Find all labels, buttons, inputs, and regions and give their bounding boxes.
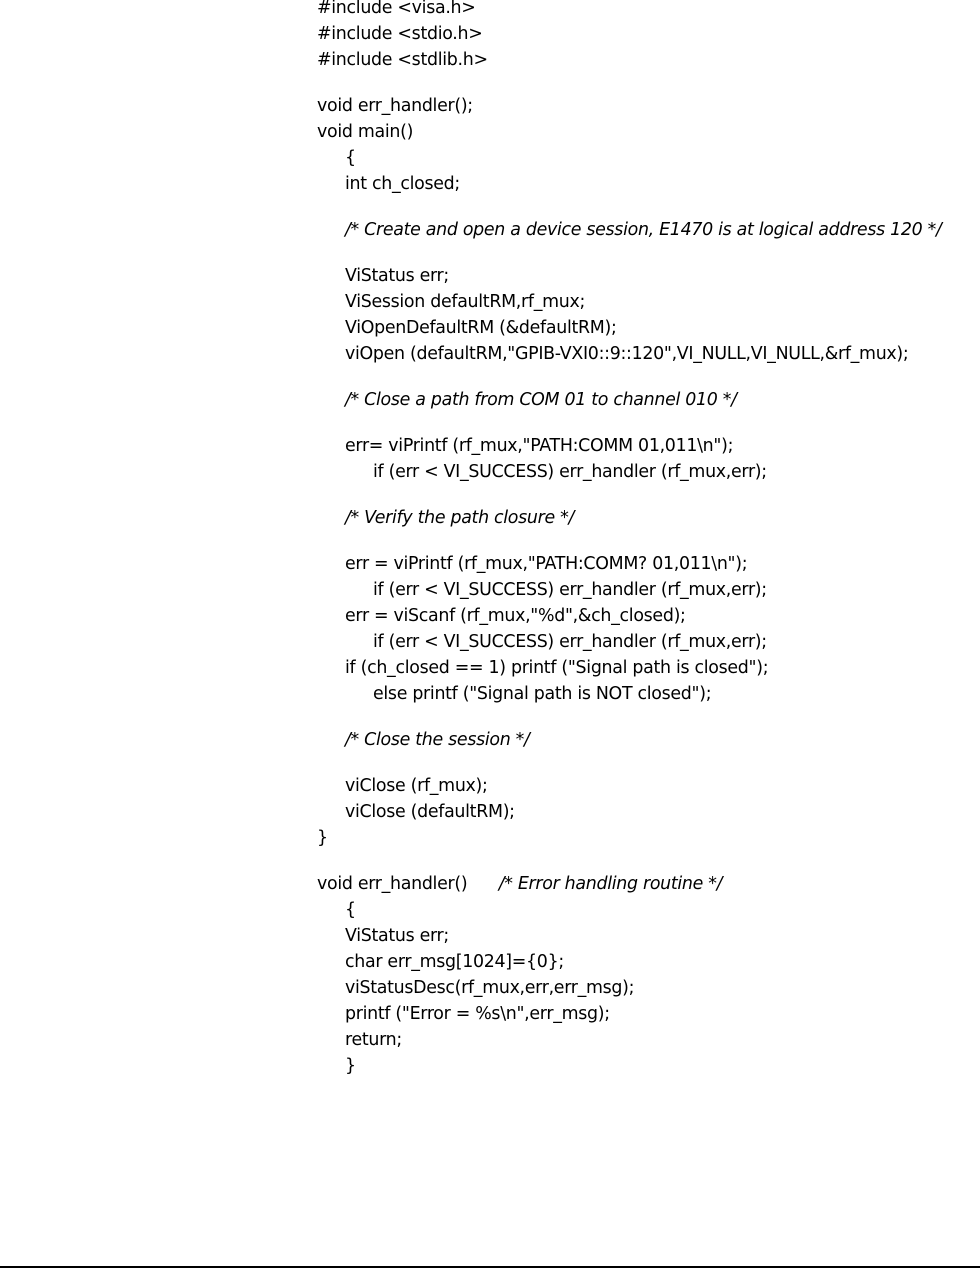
code-comment-close-session: /* Close the session */ [345, 730, 530, 750]
code-comment-verify-path: /* Verify the path closure */ [345, 508, 575, 528]
code-line-else-printf: else printf ("Signal path is NOT closed"); [373, 684, 712, 704]
code-comment-create-session: /* Create and open a device session, E1470 is at logical address 120 */ [345, 220, 942, 240]
code-line-error-check-2: if (err < VI_SUCCESS) err_handler (rf_mux,err); [373, 580, 767, 600]
code-comment-close-path: /* Close a path from COM 01 to channel 010 */ [345, 390, 737, 410]
code-line-if-ch-closed: if (ch_closed == 1) printf ("Signal path is closed"); [345, 658, 769, 678]
code-err-handler-signature: void err_handler() [317, 874, 468, 894]
code-line-return: return; [345, 1030, 402, 1050]
code-line-err-handler-prototype: void err_handler(); [317, 96, 473, 116]
code-line-viopendefaultrm: ViOpenDefaultRM (&defaultRM); [345, 318, 617, 338]
page-bottom-rule [0, 1266, 980, 1268]
code-line-printf-error: printf ("Error = %s\n",err_msg); [345, 1004, 610, 1024]
code-line-viprintf-path-query: err = viPrintf (rf_mux,"PATH:COMM? 01,011\n"); [345, 554, 748, 574]
code-line-err-handler-definition [317, 876, 722, 900]
code-line-viscanf: err = viScanf (rf_mux,"%d",&ch_closed); [345, 606, 686, 626]
code-line-include-stdio: #include <stdio.h> [317, 24, 483, 44]
code-line-main-open-brace: { [345, 148, 356, 168]
code-line-viclose-rf-mux: viClose (rf_mux); [345, 776, 488, 796]
code-comment-error-routine: /* Error handling routine */ [498, 874, 723, 894]
code-line-viclose-defaultrm: viClose (defaultRM); [345, 802, 515, 822]
code-line-visession: ViSession defaultRM,rf_mux; [345, 292, 586, 312]
code-line-int-ch-closed: int ch_closed; [345, 174, 460, 194]
code-line-vistatus-err: ViStatus err; [345, 266, 449, 286]
code-line-err-handler-open-brace: { [345, 900, 356, 920]
code-line-handler-vistatus: ViStatus err; [345, 926, 449, 946]
code-line-viprintf-path-comm: err= viPrintf (rf_mux,"PATH:COMM 01,011\n"); [345, 436, 734, 456]
code-line-include-stdlib: #include <stdlib.h> [317, 50, 488, 70]
code-line-include-visa: #include <visa.h> [317, 0, 476, 18]
code-line-viopen: viOpen (defaultRM,"GPIB-VXI0::9::120",VI_NULL,VI_NULL,&rf_mux); [345, 344, 909, 364]
code-line-err-msg-decl: char err_msg[1024]={0}; [345, 952, 564, 972]
code-line-main-signature: void main() [317, 122, 414, 142]
code-line-vistatusdesc: viStatusDesc(rf_mux,err,err_msg); [345, 978, 635, 998]
code-line-main-close-brace: } [317, 828, 328, 848]
code-line-error-check-1: if (err < VI_SUCCESS) err_handler (rf_mux,err); [373, 462, 767, 482]
code-line-err-handler-close-brace: } [345, 1056, 356, 1076]
code-line-error-check-3: if (err < VI_SUCCESS) err_handler (rf_mux,err); [373, 632, 767, 652]
